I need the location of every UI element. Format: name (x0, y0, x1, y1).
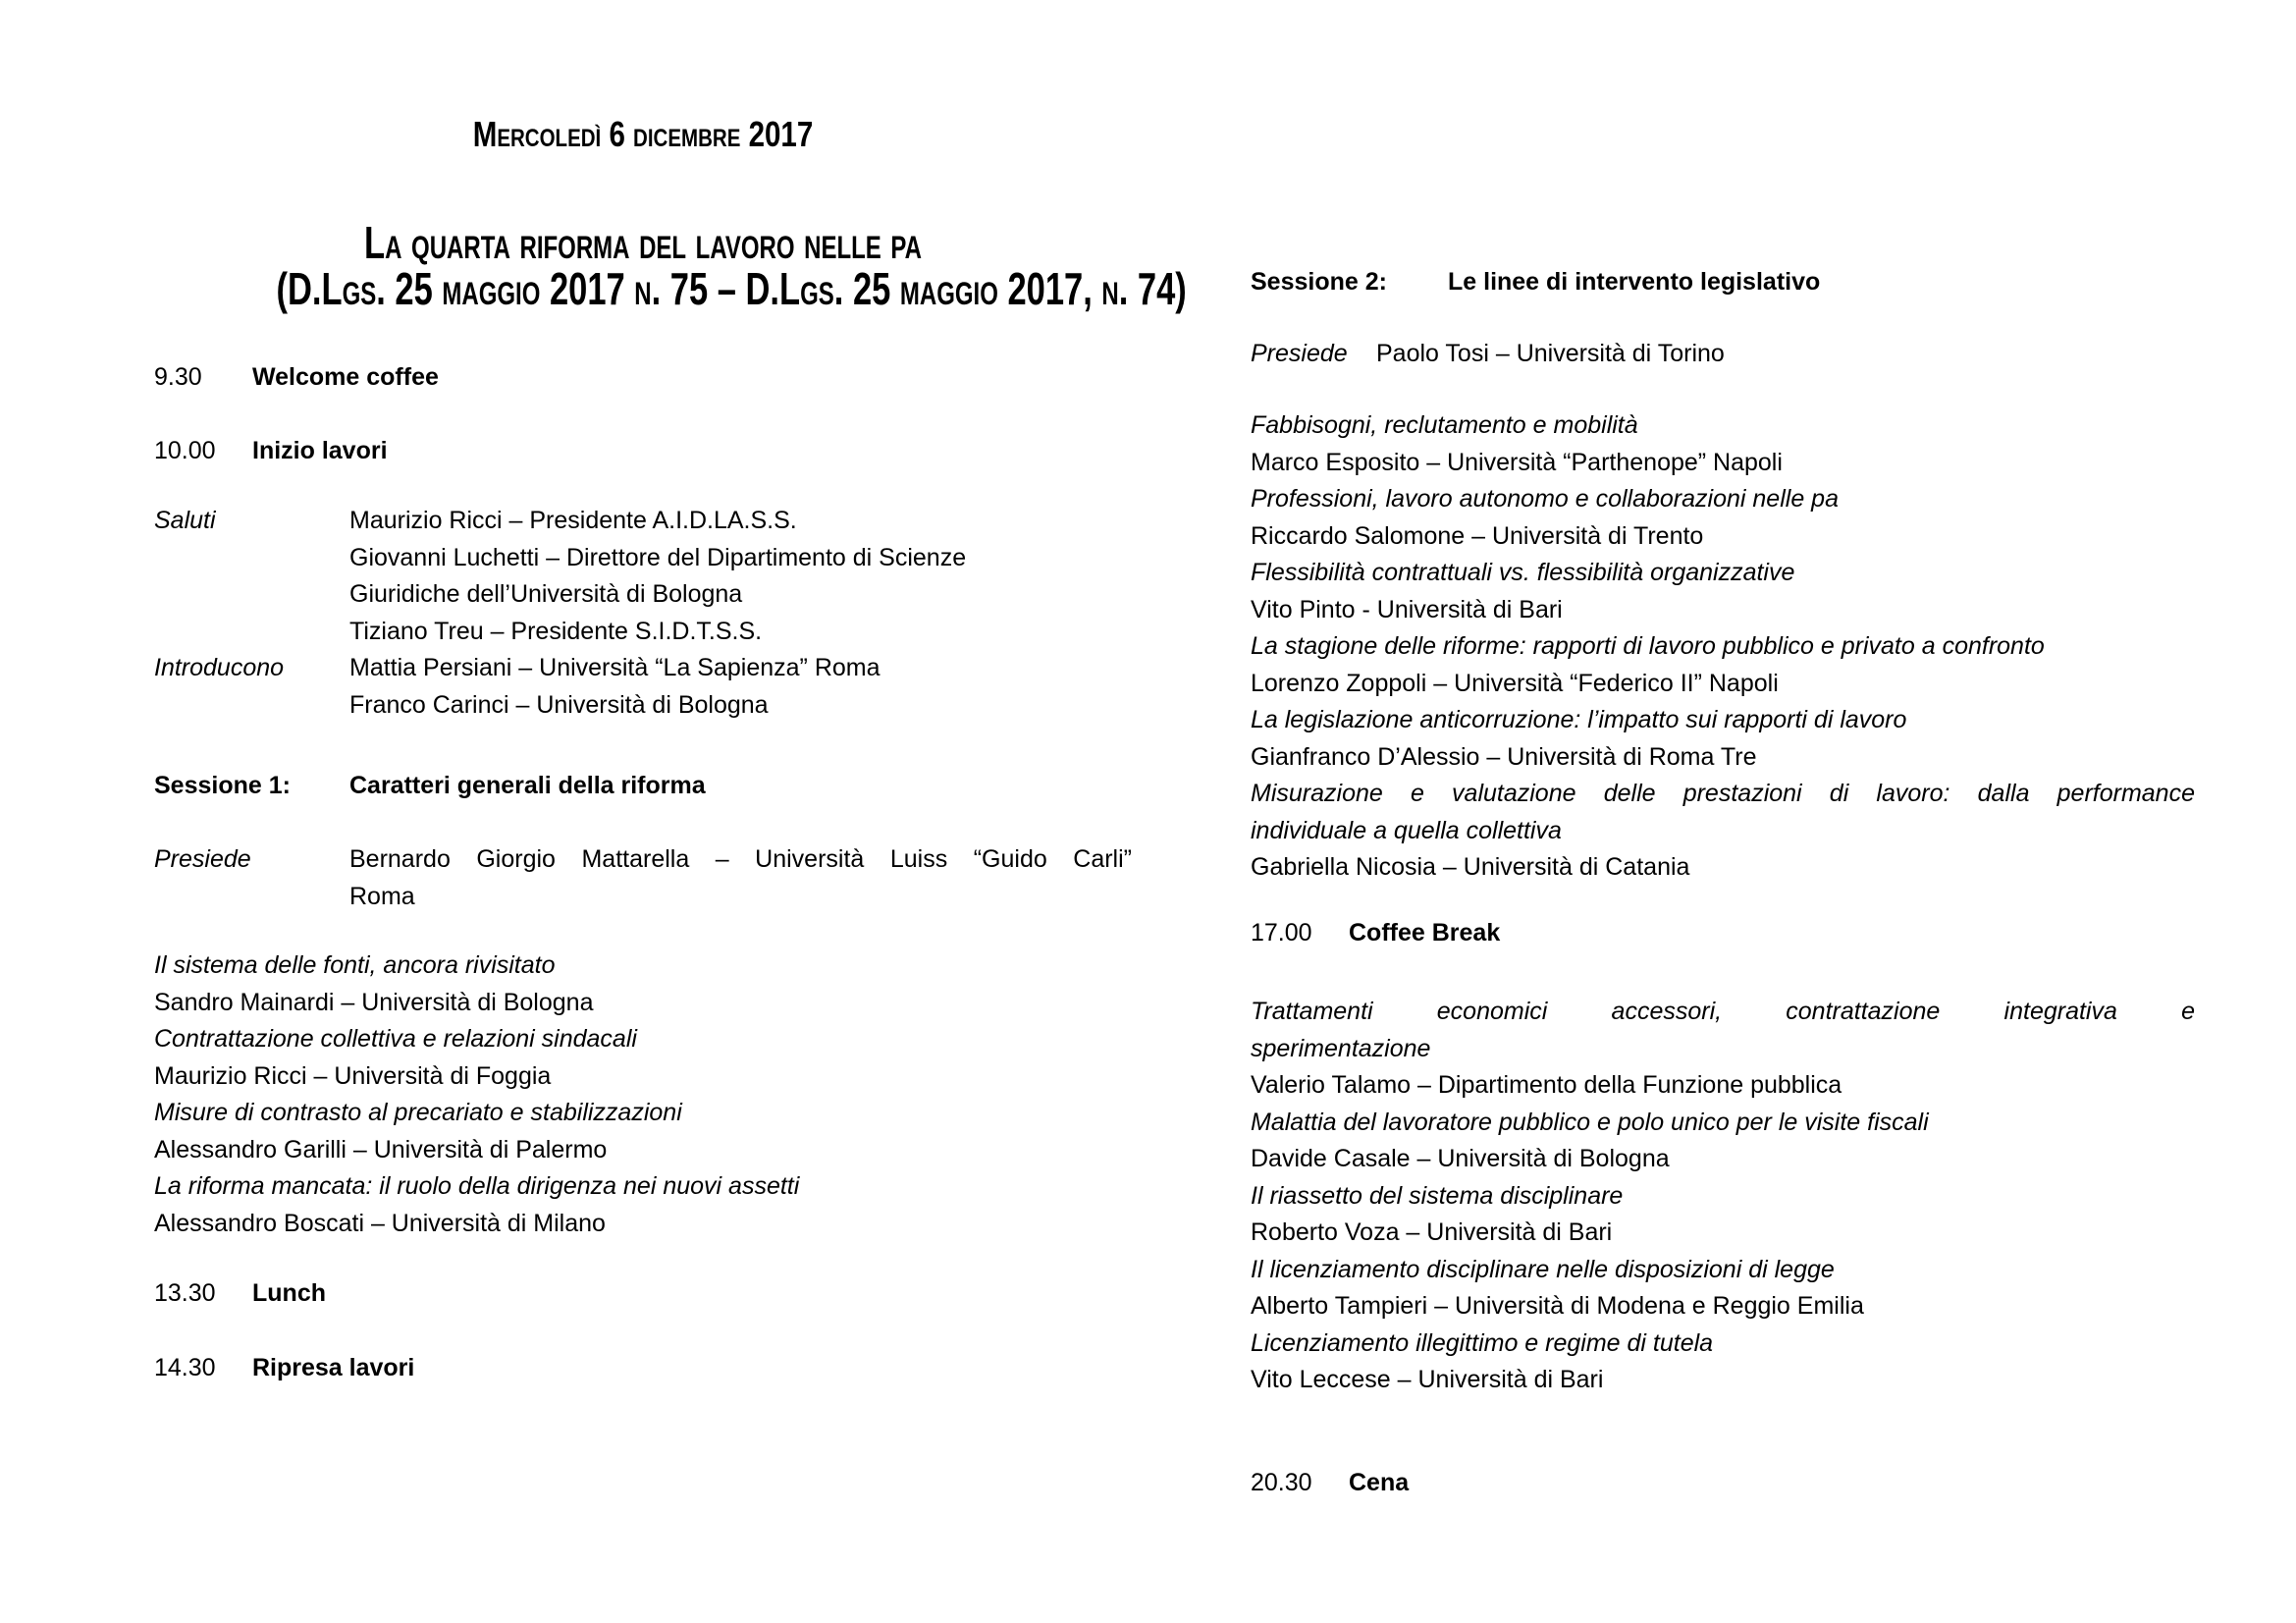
session1-heading (154, 768, 1132, 805)
session2-label: Sessione 2: (1251, 268, 1387, 296)
schedule-time: 9.30 (154, 363, 202, 391)
event-title-block (276, 217, 1187, 314)
talk-topic-line1: Trattamenti economici accessori, contrattazione integrativa e (1251, 998, 2195, 1025)
saluti-block (154, 503, 1132, 650)
talk-speaker: Gianfranco D’Alessio – Università di Roma Tre (1251, 742, 1757, 771)
talk-speaker: Davide Casale – Università di Bologna (1251, 1145, 1670, 1172)
session2-chair-block (1251, 336, 2195, 373)
talk-topic: Il licenziamento disciplinare nelle disposizioni di legge (1251, 1255, 1835, 1283)
event-title: La quarta riforma del lavoro nelle pa (364, 217, 922, 268)
session1-title: Caratteri generali della riforma (349, 772, 706, 799)
talk-speaker: Roberto Voza – Università di Bari (1251, 1218, 1613, 1246)
schedule-label: Lunch (252, 1279, 326, 1307)
chair-name: Paolo Tosi – Università di Torino (1376, 340, 1725, 367)
schedule-time: 14.30 (154, 1354, 216, 1381)
introducer-name: Franco Carinci – Università di Bologna (349, 690, 769, 719)
talk-speaker: Gabriella Nicosia – Università di Catania (1251, 853, 1690, 881)
talk-speaker: Sandro Mainardi – Università di Bologna (154, 988, 594, 1016)
talk-topic: La stagione delle riforme: rapporti di lavoro pubblico e privato a confronto (1251, 632, 2045, 660)
session2-talk-list (1251, 407, 2195, 776)
schedule-label: Welcome coffee (252, 363, 439, 391)
schedule-label: Coffee Break (1349, 919, 1501, 947)
schedule-label: Ripresa lavori (252, 1354, 415, 1381)
talk-topic: Il riassetto del sistema disciplinare (1251, 1181, 1624, 1210)
schedule-label: Inizio lavori (252, 437, 388, 464)
talk-topic: La legislazione anticorruzione: l’impatto sui rapporti di lavoro (1251, 706, 1907, 733)
chair-name-line2: Roma (349, 882, 415, 910)
event-subtitle: (D.Lgs. 25 maggio 2017 n. 75 – D.Lgs. 25 maggio 2017, n. 74) (276, 263, 1187, 314)
greeter-name: Tiziano Treu – Presidente S.I.D.T.S.S. (349, 617, 763, 645)
chair-label: Presiede (1251, 340, 1348, 367)
schedule-row (154, 433, 1132, 470)
talk-topic: Contrattazione collettiva e relazioni sindacali (154, 1025, 637, 1053)
introducer-name: Mattia Persiani – Università “La Sapienza” Roma (349, 654, 881, 681)
talk-topic: La riforma mancata: il ruolo della dirigenza nei nuovi assetti (154, 1172, 800, 1200)
talk-speaker: Alberto Tampieri – Università di Modena e Reggio Emilia (1251, 1292, 1864, 1320)
chair-label: Presiede (154, 845, 251, 873)
talk-speaker: Marco Esposito – Università “Parthenope” Napoli (1251, 448, 1783, 476)
chair-name (349, 841, 1132, 915)
greeter-name: Giovanni Luchetti – Direttore del Dipartimento di Scienze (349, 543, 967, 571)
date-header: Mercoledì 6 dicembre 2017 (472, 114, 814, 154)
introducono-block (154, 650, 1132, 724)
schedule-time: 13.30 (154, 1279, 216, 1307)
talk-speaker: Alessandro Garilli – Università di Palermo (154, 1135, 608, 1163)
schedule-time: 17.00 (1251, 919, 1312, 947)
chair-name-line1: Bernardo Giorgio Mattarella – Università Luiss “Guido Carli” (349, 845, 1132, 873)
schedule-row (154, 1350, 1132, 1387)
talk-topic: Il sistema delle fonti, ancora rivisitato (154, 951, 556, 979)
schedule-time: 20.30 (1251, 1469, 1312, 1496)
talk-speaker: Maurizio Ricci – Università di Foggia (154, 1061, 552, 1090)
session2-title: Le linee di intervento legislativo (1448, 268, 1821, 296)
talk-topic: Misure di contrasto al precariato e stabilizzazioni (154, 1099, 682, 1126)
session2-talk-list-2 (1251, 1067, 2195, 1399)
talk-speaker: Vito Pinto - Università di Bari (1251, 595, 1563, 623)
schedule-row (1251, 915, 2195, 952)
session1-talk-list (154, 947, 1132, 1242)
schedule-row (154, 1275, 1132, 1313)
session2-heading (1251, 264, 2195, 301)
talk-speaker: Riccardo Salomone – Università di Trento (1251, 521, 1704, 550)
talk-speaker: Vito Leccese – Università di Bari (1251, 1366, 1604, 1393)
talk-topic: Professioni, lavoro autonomo e collaborazioni nelle pa (1251, 485, 1839, 513)
talk-topic-line1: Misurazione e valutazione delle prestazioni di lavoro: dalla performance (1251, 780, 2195, 807)
talk-speaker: Lorenzo Zoppoli – Università “Federico II” Napoli (1251, 669, 1779, 697)
introducono-names (349, 650, 1132, 724)
talk-topic: Licenziamento illegittimo e regime di tutela (1251, 1328, 1714, 1357)
schedule-row (154, 359, 1132, 397)
saluti-names (349, 503, 1132, 650)
schedule-label: Cena (1349, 1469, 1410, 1496)
talk-topic-twoline (1251, 776, 2195, 849)
session1-label: Sessione 1: (154, 772, 291, 799)
greeter-name: Maurizio Ricci – Presidente A.I.D.LA.S.S. (349, 507, 797, 534)
talk-topic: Fabbisogni, reclutamento e mobilità (1251, 411, 1638, 439)
saluti-label: Saluti (154, 507, 216, 534)
talk-topic: Malattia del lavoratore pubblico e polo unico per le visite fiscali (1251, 1108, 1929, 1136)
schedule-row (1251, 1465, 2195, 1502)
talk-speaker: Valerio Talamo – Dipartimento della Funzione pubblica (1251, 1071, 1842, 1099)
introducono-label: Introducono (154, 654, 285, 681)
talk-topic-line2: sperimentazione (1251, 1034, 1431, 1062)
talk-speaker: Alessandro Boscati – Università di Milano (154, 1209, 606, 1237)
greeter-name: Giuridiche dell’Università di Bologna (349, 580, 743, 608)
talk-topic-line2: individuale a quella collettiva (1251, 816, 1562, 844)
session1-chair-block (154, 841, 1132, 915)
talk-topic: Flessibilità contrattuali vs. flessibilità organizzative (1251, 559, 1795, 586)
schedule-time: 10.00 (154, 437, 216, 464)
talk-topic-twoline (1251, 994, 2195, 1067)
